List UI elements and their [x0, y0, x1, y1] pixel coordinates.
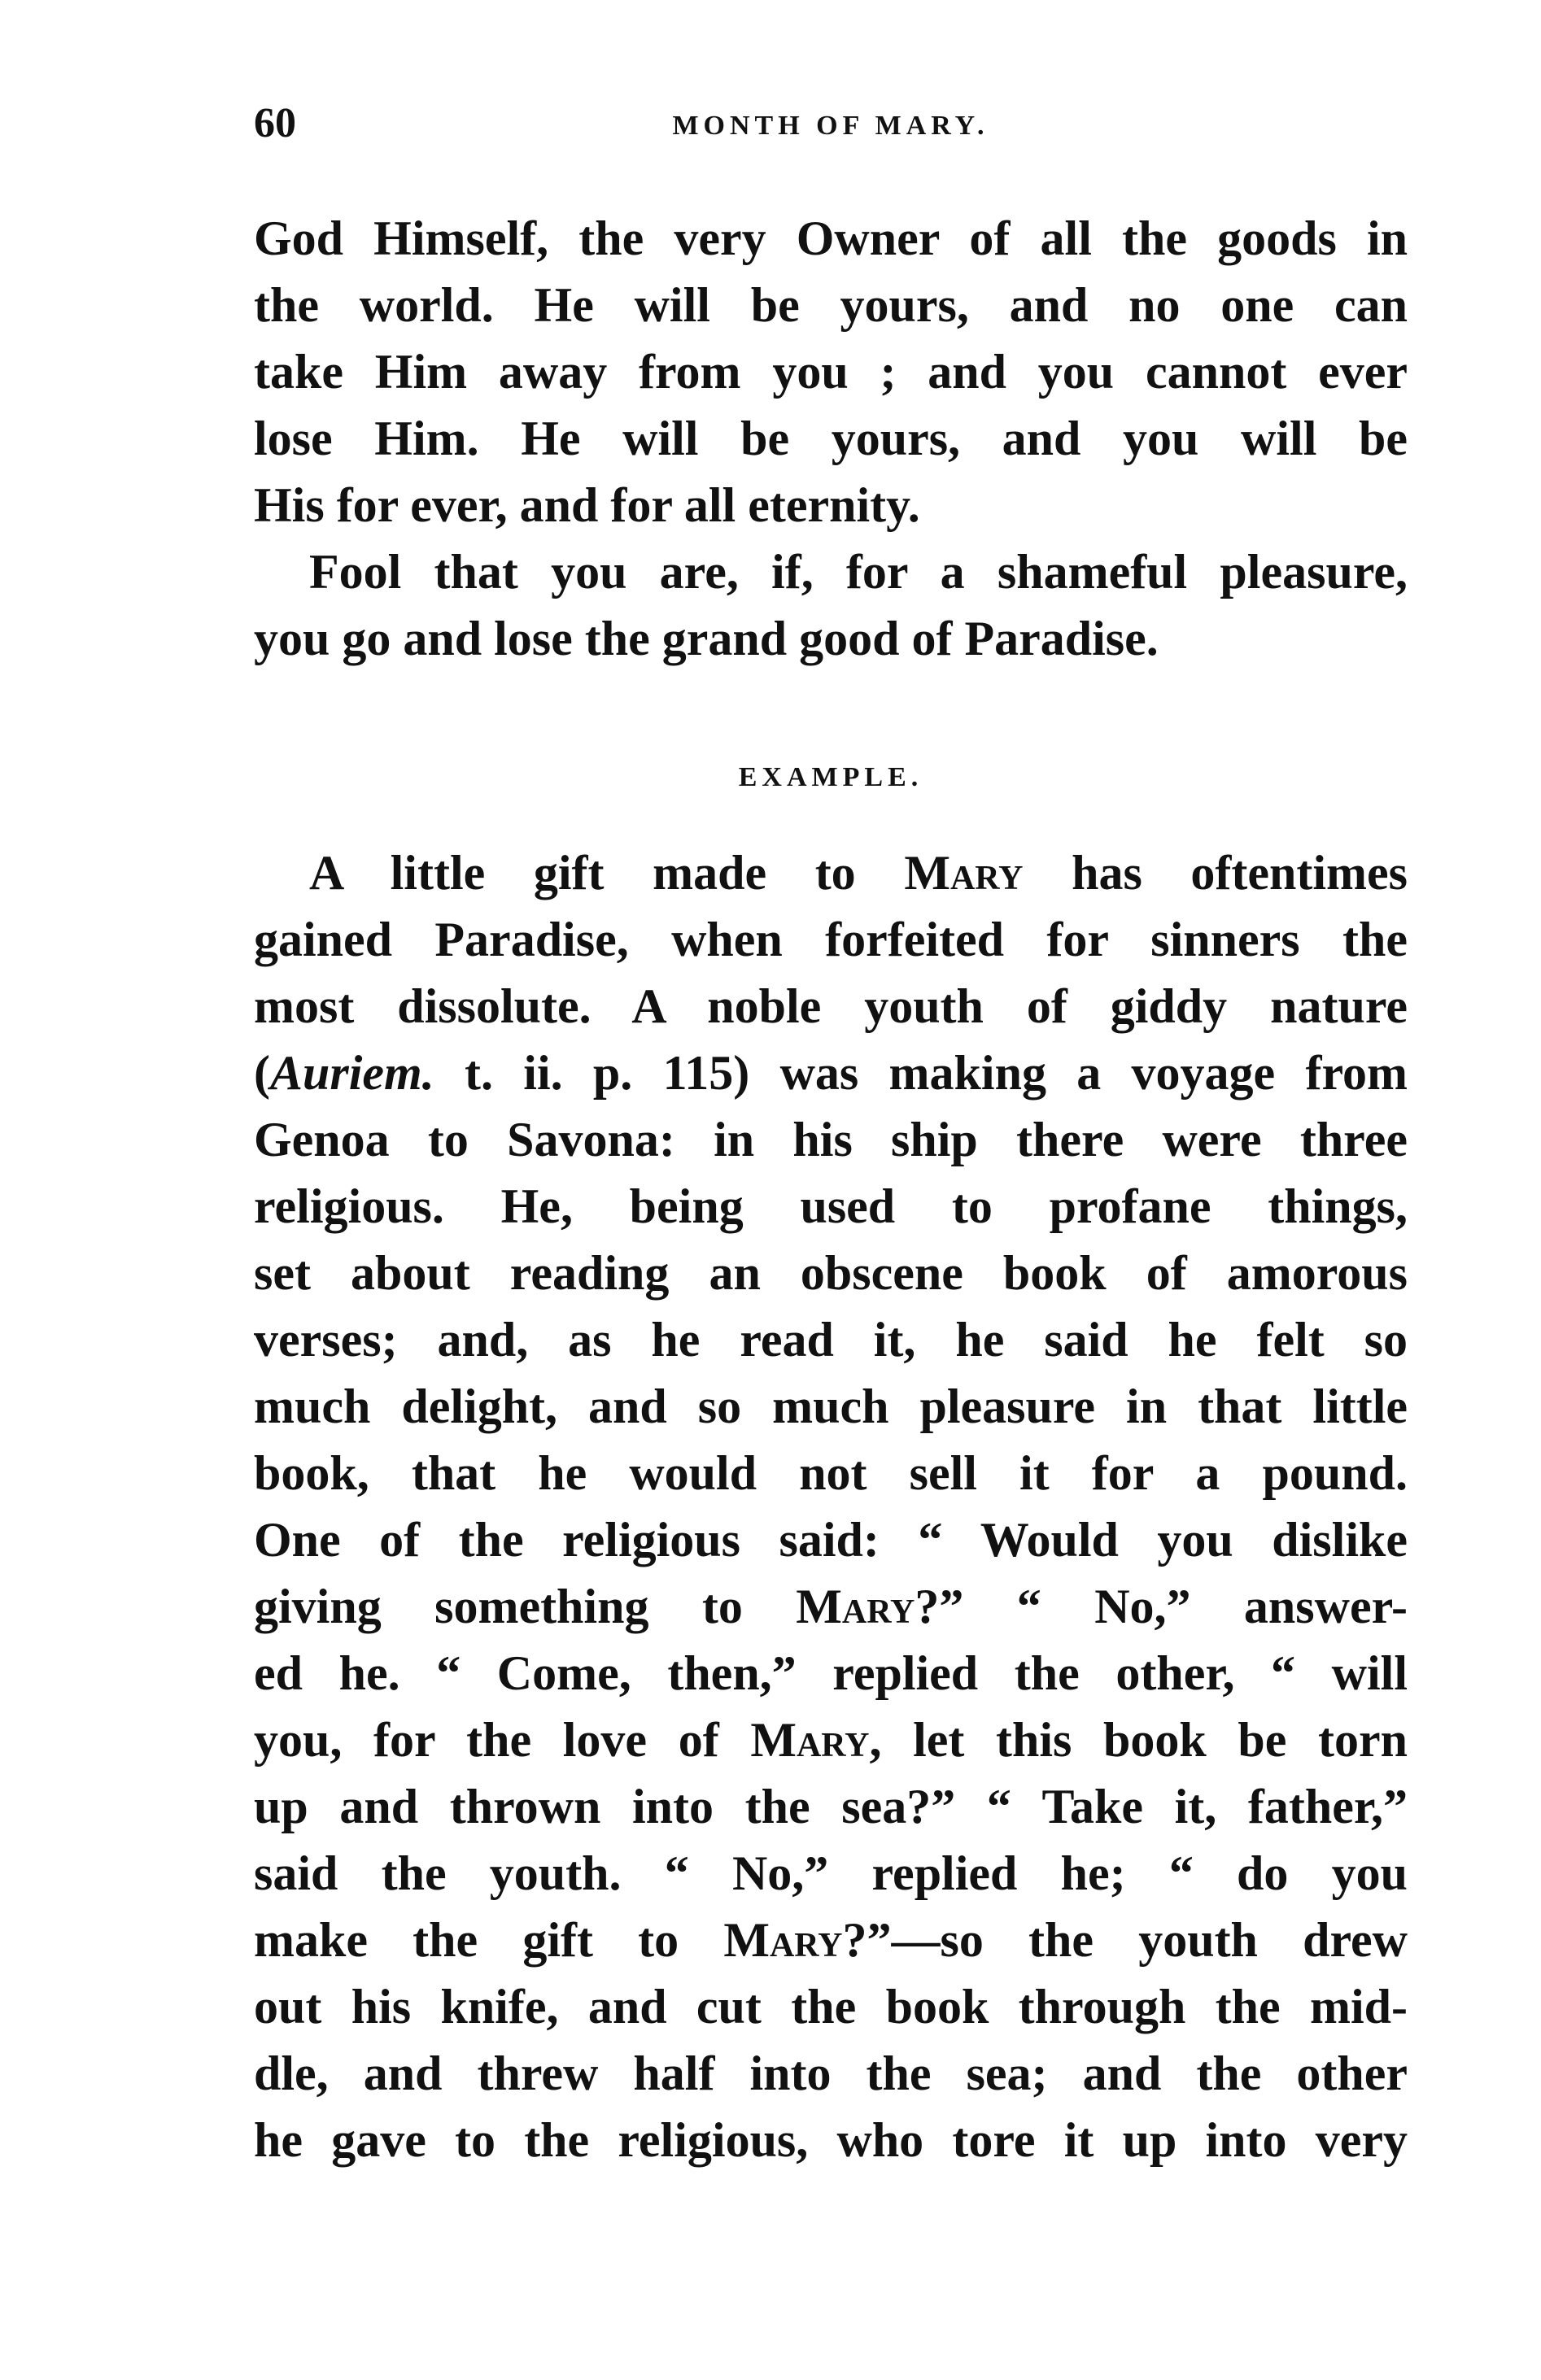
text-line: [254, 1040, 1408, 1106]
name-mary: Mary: [796, 1580, 915, 1633]
text-line: take Him away from you ; and you cannot ever: [254, 345, 1408, 399]
text-line: [254, 1707, 1408, 1773]
name-mary: Mary: [904, 846, 1024, 900]
text-line: much delight, and so much pleasure in that little: [254, 1380, 1408, 1433]
text-segment: ?”—so the youth drew: [842, 1913, 1408, 1967]
text-segment: , let this book be torn: [869, 1713, 1408, 1767]
text-line: gained Paradise, when forfeited for sinners the: [254, 913, 1408, 966]
example-paragraph: [254, 839, 1408, 2173]
example-heading: EXAMPLE.: [738, 762, 923, 792]
text-line: said the youth. “ No,” replied he; “ do you: [254, 1846, 1408, 1900]
text-line: he gave to the religious, who tore it up into very: [254, 2113, 1408, 2167]
text-segment: giving something to: [254, 1580, 797, 1633]
text-line: verses; and, as he read it, he said he felt so: [254, 1313, 1408, 1367]
text-segment: ?” “ No,” answer-: [915, 1580, 1408, 1633]
text-line: ed he. “ Come, then,” replied the other, “ will: [254, 1646, 1408, 1700]
page-body: [254, 205, 1408, 2173]
text-line: Genoa to Savona: in his ship there were three: [254, 1113, 1408, 1166]
paragraph-fool: [254, 538, 1408, 672]
text-line: the world. He will be yours, and no one can: [254, 278, 1408, 332]
text-line: up and thrown into the sea?” “ Take it, father,”: [254, 1780, 1408, 1833]
text-line: [254, 1573, 1408, 1640]
text-line: [254, 839, 1408, 906]
paragraph-continuation: [254, 205, 1408, 538]
text-line: most dissolute. A noble youth of giddy nature: [254, 979, 1408, 1033]
running-title: MONTH OF MARY.: [672, 111, 989, 141]
text-segment: you, for the love of: [254, 1713, 751, 1767]
name-mary: Mary: [750, 1713, 870, 1767]
text-segment: (: [254, 1046, 270, 1100]
text-line: His for ever, and for all eternity.: [254, 478, 920, 532]
page-header: [254, 99, 1408, 172]
text-line: dle, and threw half into the sea; and the other: [254, 2047, 1408, 2100]
text-line: lose Him. He will be yours, and you will be: [254, 412, 1408, 465]
text-line: out his knife, and cut the book through the mid-: [254, 1980, 1408, 2033]
text-segment: make the gift to: [254, 1913, 724, 1967]
page-number: 60: [254, 100, 296, 146]
text-line: book, that he would not sell it for a pound.: [254, 1446, 1408, 1500]
text-line: God Himself, the very Owner of all the goods in: [254, 211, 1408, 265]
text-line: Fool that you are, if, for a shameful pleasure,: [309, 545, 1408, 599]
text-segment: has oftentimes: [1023, 846, 1408, 900]
text-line: religious. He, being used to profane things,: [254, 1179, 1408, 1233]
text-segment: t. ii. p. 115) was making a voyage from: [434, 1046, 1408, 1100]
text-line: [254, 1907, 1408, 1973]
text-segment: A little gift made to: [309, 846, 905, 900]
text-line: you go and lose the grand good of Paradise.: [254, 612, 1159, 665]
text-line: One of the religious said: “ Would you dislike: [254, 1513, 1408, 1567]
text-line: set about reading an obscene book of amorous: [254, 1246, 1408, 1300]
name-mary: Mary: [723, 1913, 843, 1967]
citation-italic: Auriem.: [269, 1046, 434, 1100]
